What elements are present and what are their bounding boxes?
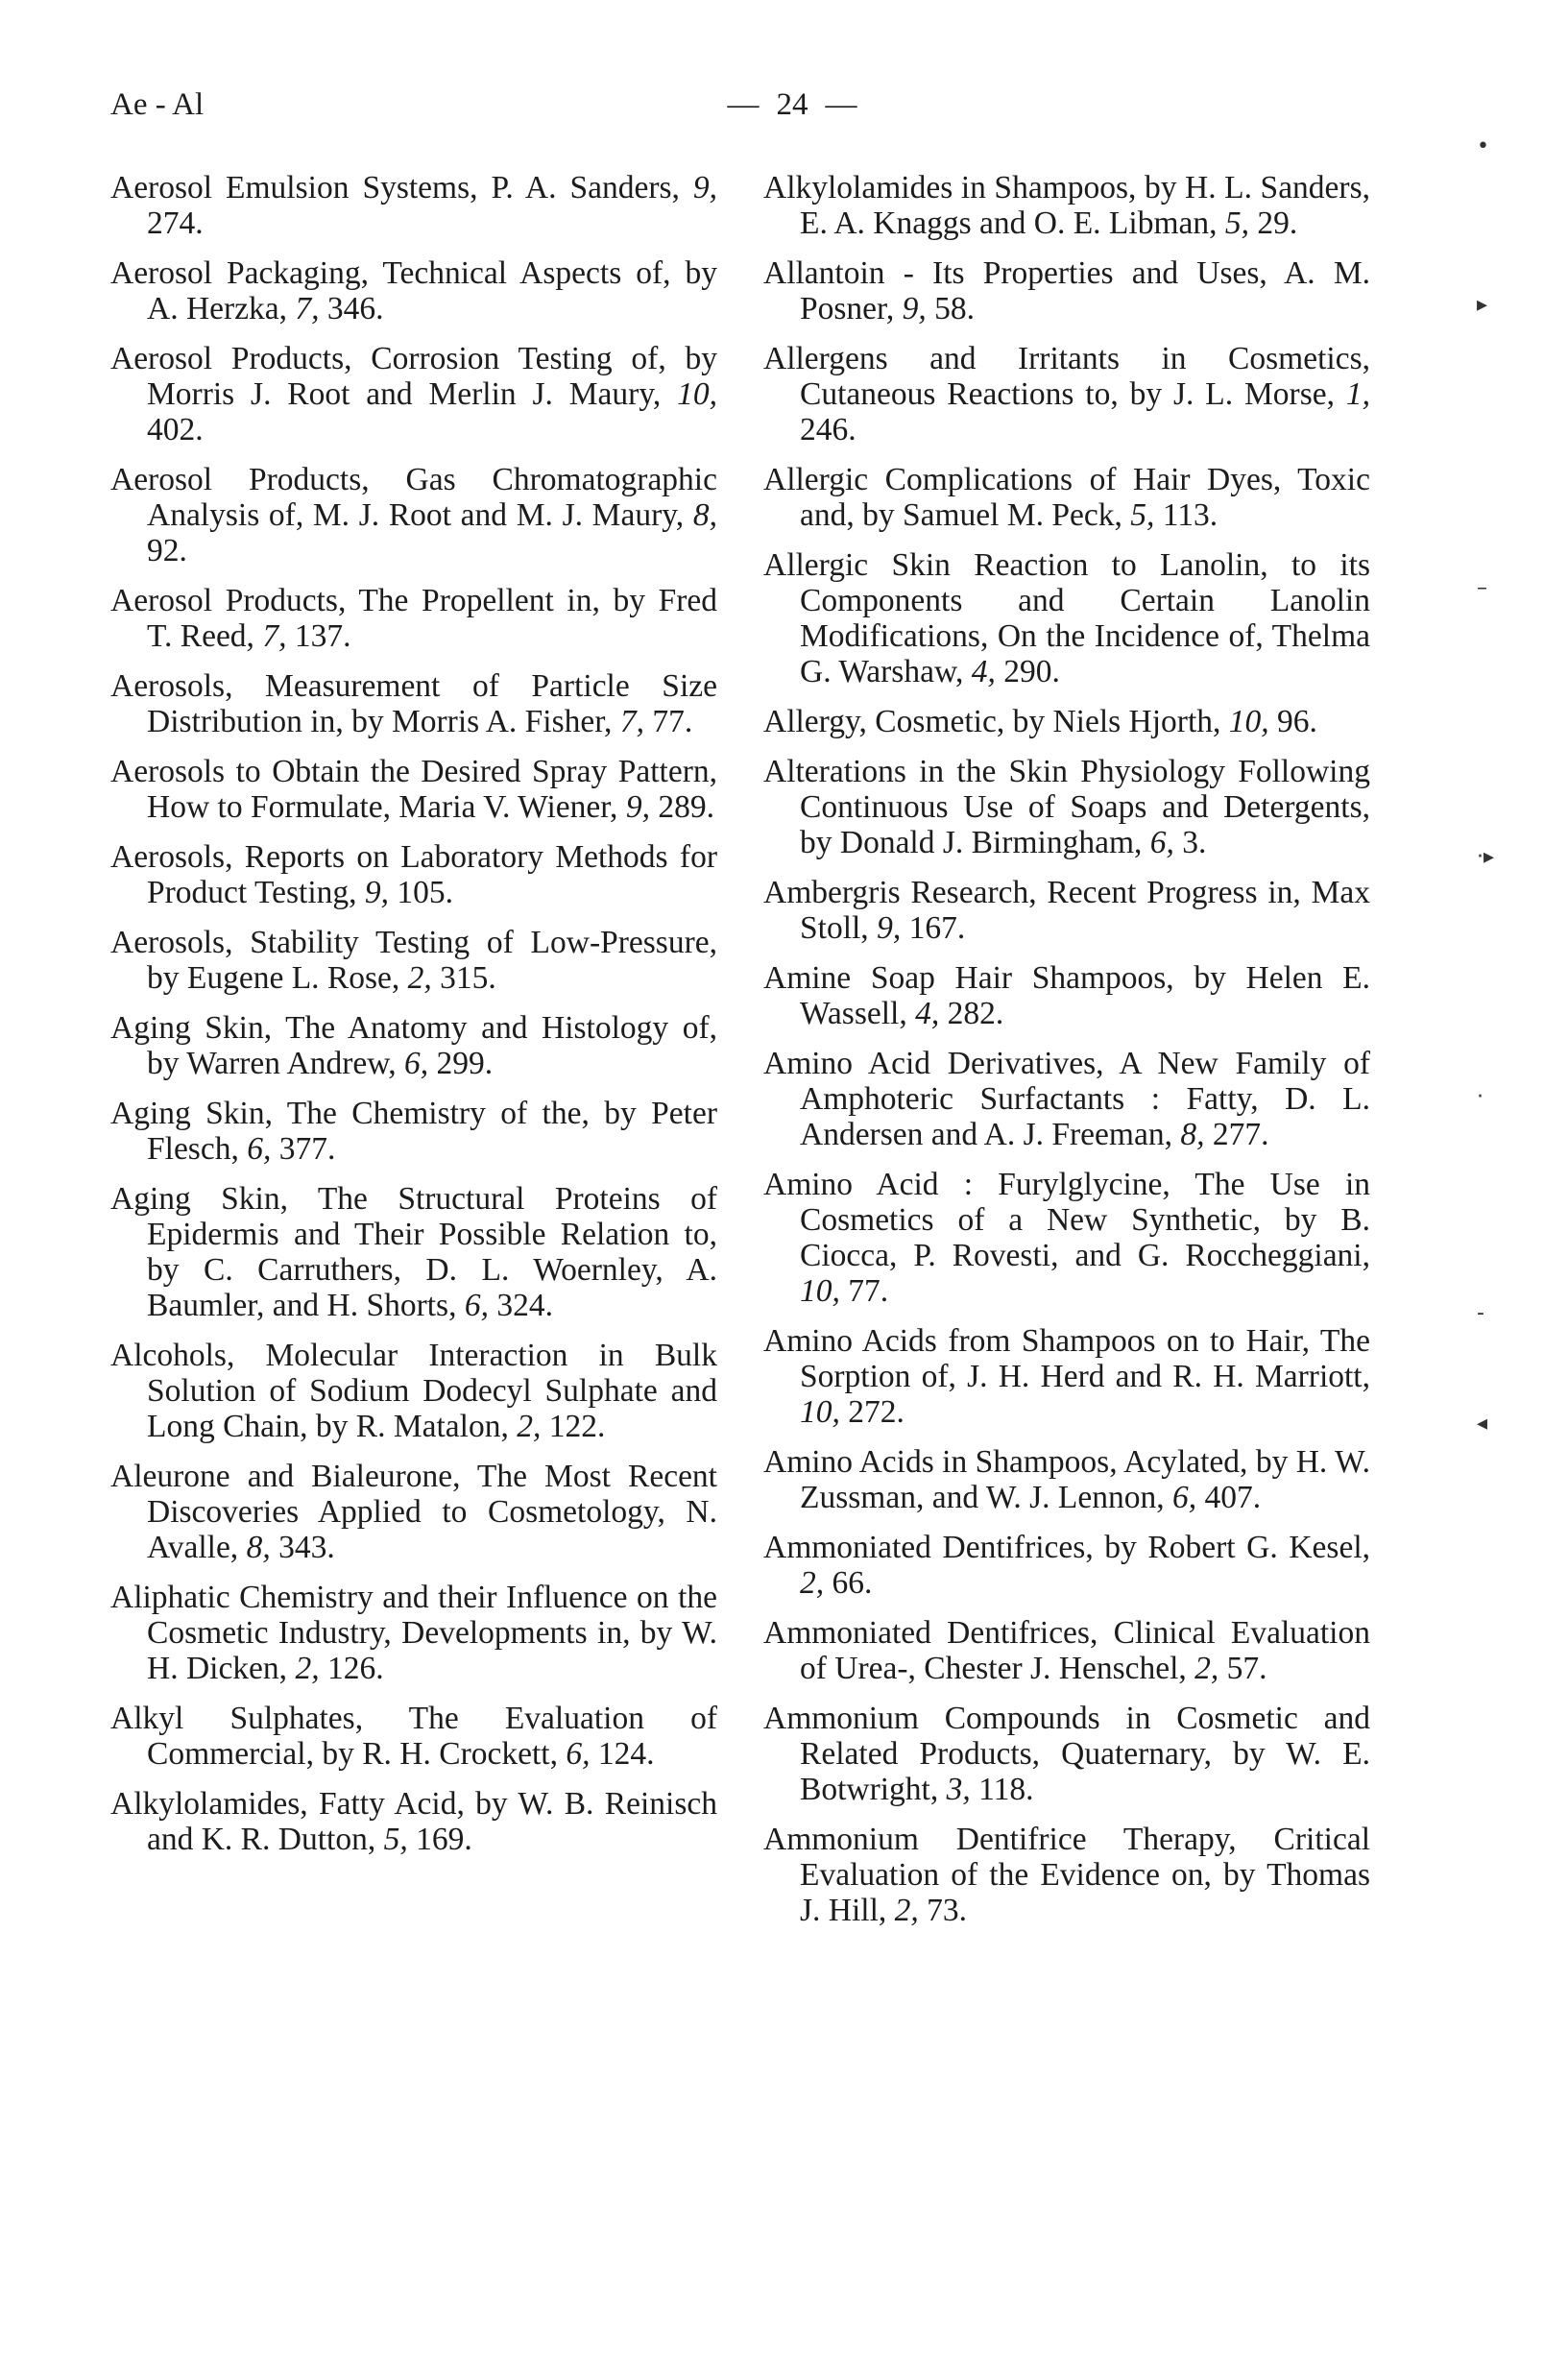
index-entry xyxy=(763,1615,1370,1686)
margin-mark: • xyxy=(1477,134,1489,158)
index-entry-volume: 6, xyxy=(404,1046,429,1081)
index-entry-volume: 7, xyxy=(619,704,644,739)
index-entry-page: 66. xyxy=(832,1565,873,1601)
index-entry-title: Allergy, Cosmetic, by Niels Hjorth, xyxy=(763,704,1221,739)
index-entry-page: 118. xyxy=(978,1772,1034,1807)
index-entry-title: Amino Acids in Shampoos, Acylated, by H. W. Zussman, and W. J. Lennon, xyxy=(763,1444,1370,1515)
index-entry xyxy=(763,1046,1370,1152)
index-entry xyxy=(763,255,1370,326)
margin-mark: ◂ xyxy=(1477,1412,1488,1436)
index-entry xyxy=(110,1181,717,1323)
index-entry-title: Amino Acid : Furylglycine, The Use in Cosmetics of a New Synthetic, by B. Ciocca, P. Rovesti, and G. Roccheggiani, xyxy=(763,1167,1370,1273)
index-entry-page: 282. xyxy=(947,996,1004,1031)
index-entry-title: Amino Acid Derivatives, A New Family of Amphoteric Surfactants : Fatty, D. L. Andersen and A. J. Freeman, xyxy=(763,1046,1370,1152)
page-number-value: 24 xyxy=(776,87,808,122)
index-entry xyxy=(763,170,1370,241)
index-entry-title: Aliphatic Chemistry and their Influence on the Cosmetic Industry, Developments in, by W. H. Dicken, xyxy=(110,1580,717,1686)
page-header xyxy=(110,83,1474,127)
page-number xyxy=(110,83,1474,127)
index-entry-page: 58. xyxy=(934,291,975,326)
index-entry xyxy=(763,1444,1370,1515)
index-entry xyxy=(110,1459,717,1565)
index-entry-title: Allergens and Irritants in Cosmetics, Cutaneous Reactions to, by J. L. Morse, xyxy=(763,341,1370,412)
index-entry xyxy=(763,547,1370,689)
index-entry-page: 113. xyxy=(1162,497,1218,533)
index-entry xyxy=(763,341,1370,447)
index-entry-page: 57. xyxy=(1226,1651,1267,1686)
index-entry xyxy=(763,960,1370,1031)
index-entry-title: Aging Skin, The Structural Proteins of Epidermis and Their Possible Relation to, by C. Carruthers, D. L. Woernley, A. Baumler, and H. Shorts, xyxy=(110,1181,717,1323)
index-entry-volume: 9, xyxy=(902,291,927,326)
index-entry-page: 77. xyxy=(652,704,693,739)
index-entry-title: Alkylolamides, Fatty Acid, by W. B. Reinisch and K. R. Dutton, xyxy=(110,1786,717,1857)
index-entry-volume: 5, xyxy=(1130,497,1155,533)
index-range-label: Ae - Al xyxy=(110,87,205,122)
index-entry-volume: 2, xyxy=(295,1651,320,1686)
index-entry-page: 246. xyxy=(800,412,856,447)
index-entry-page: 402. xyxy=(147,412,204,447)
index-entry-title: Ammoniated Dentifrices, Clinical Evaluation of Urea-, Chester J. Henschel, xyxy=(763,1615,1370,1686)
index-entry-title: Ammonium Dentifrice Therapy, Critical Evaluation of the Evidence on, by Thomas J. Hill, xyxy=(763,1822,1370,1928)
index-entry-page: 29. xyxy=(1257,205,1298,241)
margin-mark: – xyxy=(1477,576,1487,600)
index-entry-volume: 4, xyxy=(915,996,940,1031)
index-entry-title: Amine Soap Hair Shampoos, by Helen E. Wassell, xyxy=(763,960,1370,1031)
index-entry-volume: 10, xyxy=(800,1394,840,1430)
index-entry-page: 377. xyxy=(278,1131,336,1167)
index-entry-page: 343. xyxy=(278,1530,335,1565)
index-entry-volume: 4, xyxy=(971,654,996,689)
index-entry xyxy=(110,170,717,241)
index-entry-title: Amino Acids from Shampoos on to Hair, The Sorption of, J. H. Herd and R. H. Marriott, xyxy=(763,1323,1370,1394)
index-entry-title: Aerosol Emulsion Systems, P. A. Sanders, xyxy=(110,170,680,205)
index-entry-title: Aerosols to Obtain the Desired Spray Pattern, How to Formulate, Maria V. Wiener, xyxy=(110,754,717,825)
index-entry-page: 122. xyxy=(548,1409,606,1444)
index-entry-volume: 9, xyxy=(877,910,902,946)
index-entry xyxy=(763,1822,1370,1928)
index-entry xyxy=(110,839,717,910)
index-entry xyxy=(110,255,717,326)
index-entry-volume: 9, xyxy=(692,170,718,205)
index-entry-page: 274. xyxy=(147,205,204,241)
index-entry-page: 96. xyxy=(1277,704,1317,739)
index-entry-volume: 6, xyxy=(566,1736,591,1772)
page-number-dash-right: — xyxy=(825,87,857,122)
index-entry-volume: 7, xyxy=(262,618,287,654)
index-entry-volume: 6, xyxy=(464,1288,489,1323)
index-entry-page: 324. xyxy=(496,1288,553,1323)
index-entry-title: Alkylolamides in Shampoos, by H. L. Sanders, E. A. Knaggs and O. E. Libman, xyxy=(763,170,1370,241)
index-entry-volume: 2, xyxy=(800,1565,825,1601)
index-entry-page: 272. xyxy=(848,1394,905,1430)
index-entry-title: Aging Skin, The Anatomy and Histology of, by Warren Andrew, xyxy=(110,1010,717,1081)
index-entry-volume: 10, xyxy=(677,376,717,412)
index-entry-volume: 2, xyxy=(517,1409,542,1444)
index-entry-volume: 6, xyxy=(247,1131,272,1167)
index-entry-volume: 5, xyxy=(383,1822,408,1857)
index-entry xyxy=(110,341,717,447)
index-entry-title: Aerosol Products, Corrosion Testing of, by Morris J. Root and Merlin J. Maury, xyxy=(110,341,717,412)
index-entry-page: 315. xyxy=(440,960,496,996)
index-entry-volume: 6, xyxy=(1172,1480,1197,1515)
index-entry-volume: 7, xyxy=(295,291,320,326)
index-entry xyxy=(763,875,1370,946)
index-entry-page: 407. xyxy=(1204,1480,1262,1515)
index-entry-page: 346. xyxy=(326,291,384,326)
index-column-left xyxy=(110,170,717,1872)
index-entry-volume: 2, xyxy=(1194,1651,1219,1686)
index-entry-page: 126. xyxy=(326,1651,384,1686)
index-entry xyxy=(110,1701,717,1772)
margin-mark: ▸ xyxy=(1477,293,1488,317)
index-entry-volume: 6, xyxy=(1149,825,1174,860)
index-entry-volume: 3, xyxy=(946,1772,971,1807)
index-entry-title: Alcohols, Molecular Interaction in Bulk Solution of Sodium Dodecyl Sulphate and Long Chain, by R. Matalon, xyxy=(110,1338,717,1444)
index-entry xyxy=(110,1096,717,1167)
index-entry-volume: 8, xyxy=(692,497,717,533)
index-entry-page: 137. xyxy=(294,618,351,654)
index-entry-volume: 1, xyxy=(1345,376,1371,412)
index-entry-title: Aerosol Packaging, Technical Aspects of, by A. Herzka, xyxy=(110,255,717,326)
index-entry-volume: 2, xyxy=(407,960,432,996)
index-entry-title: Ammoniated Dentifrices, by Robert G. Kesel, xyxy=(763,1530,1370,1565)
index-entry-title: Allantoin - Its Properties and Uses, A. M. Posner, xyxy=(763,255,1370,326)
index-entry-title: Alterations in the Skin Physiology Following Continuous Use of Soaps and Detergents, by Donald J. Birmingham, xyxy=(763,754,1370,860)
index-entry xyxy=(763,754,1370,860)
index-entry-volume: 8, xyxy=(1180,1117,1205,1152)
index-entry-title: Aerosols, Stability Testing of Low-Pressure, by Eugene L. Rose, xyxy=(110,925,717,996)
index-entry xyxy=(763,462,1370,533)
index-entry-page: 3. xyxy=(1182,825,1207,860)
margin-mark: · xyxy=(1477,1085,1484,1109)
index-entry-page: 289. xyxy=(658,789,714,825)
index-entry-page: 105. xyxy=(397,875,454,910)
index-entry-page: 277. xyxy=(1212,1117,1269,1152)
index-entry-title: Aerosols, Reports on Laboratory Methods for Product Testing, xyxy=(110,839,717,910)
index-entry-title: Aerosol Products, The Propellent in, by Fred T. Reed, xyxy=(110,583,717,654)
index-entry-volume: 5, xyxy=(1224,205,1250,241)
index-entry-page: 73. xyxy=(927,1893,968,1928)
index-entry-title: Aerosol Products, Gas Chromatographic Analysis of, M. J. Root and M. J. Maury, xyxy=(110,462,717,533)
index-entry-page: 92. xyxy=(147,533,187,568)
index-entry-title: Allergic Complications of Hair Dyes, Toxic and, by Samuel M. Peck, xyxy=(763,462,1370,533)
index-entry-title: Ambergris Research, Recent Progress in, Max Stoll, xyxy=(763,875,1370,946)
index-entry-volume: 10, xyxy=(800,1273,840,1309)
index-entry-volume: 9, xyxy=(364,875,390,910)
margin-mark: ·▸ xyxy=(1477,845,1495,869)
index-entry-volume: 2, xyxy=(894,1893,919,1928)
index-column-right xyxy=(763,170,1370,1943)
index-entry-page: 299. xyxy=(436,1046,494,1081)
index-entry xyxy=(110,462,717,568)
index-entry-volume: 10, xyxy=(1228,704,1269,739)
index-entry-volume: 8, xyxy=(246,1530,271,1565)
index-entry-volume: 9, xyxy=(625,789,650,825)
index-entry-page: 290. xyxy=(1003,654,1060,689)
index-entry-page: 169. xyxy=(416,1822,472,1857)
index-entry xyxy=(763,1167,1370,1309)
index-entry xyxy=(763,704,1370,739)
index-entry xyxy=(763,1323,1370,1430)
index-entry xyxy=(110,925,717,996)
index-entry xyxy=(110,1338,717,1444)
index-entry-page: 167. xyxy=(908,910,966,946)
index-entry-title: Ammonium Compounds in Cosmetic and Related Products, Quaternary, by W. E. Botwright, xyxy=(763,1701,1370,1807)
index-entry xyxy=(110,1010,717,1081)
index-entry xyxy=(763,1701,1370,1807)
index-entry-title: Alkyl Sulphates, The Evaluation of Commercial, by R. H. Crockett, xyxy=(110,1701,717,1772)
index-entry-title: Aerosols, Measurement of Particle Size Distribution in, by Morris A. Fisher, xyxy=(110,668,717,739)
index-entry-page: 124. xyxy=(597,1736,655,1772)
index-entry xyxy=(763,1530,1370,1601)
margin-mark: ‑ xyxy=(1477,1301,1484,1325)
page-number-dash-left: — xyxy=(727,87,760,122)
index-entry-title: Allergic Skin Reaction to Lanolin, to its Components and Certain Lanolin Modifications, On the Incidence of, Thelma G. Warshaw, xyxy=(763,547,1370,689)
index-entry xyxy=(110,1580,717,1686)
index-entry xyxy=(110,668,717,739)
index-entry xyxy=(110,1786,717,1857)
index-entry-title: Aging Skin, The Chemistry of the, by Peter Flesch, xyxy=(110,1096,717,1167)
index-entry xyxy=(110,754,717,825)
index-entry-title: Aleurone and Bialeurone, The Most Recent Discoveries Applied to Cosmetology, N. Avalle, xyxy=(110,1459,717,1565)
index-entry-page: 77. xyxy=(848,1273,889,1309)
index-entry xyxy=(110,583,717,654)
